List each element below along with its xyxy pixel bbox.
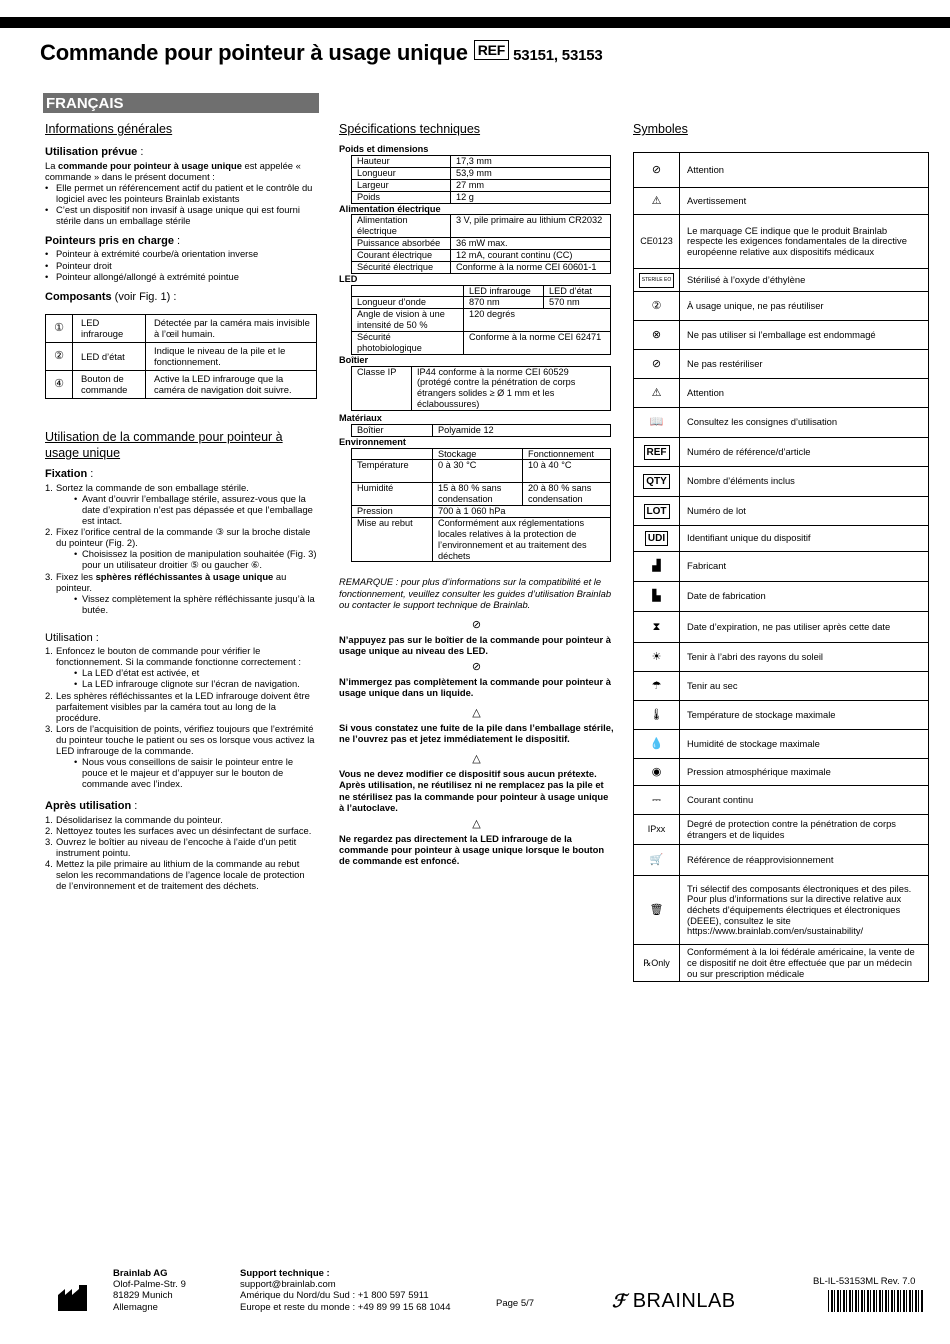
caution-triangle-icon: ⚠ bbox=[634, 379, 680, 408]
language-header: FRANÇAIS bbox=[43, 93, 319, 113]
component-name: Bouton de commande bbox=[73, 370, 146, 398]
company-name: Brainlab AG bbox=[113, 1268, 168, 1279]
symbol-description: Température de stockage maximale bbox=[680, 701, 929, 730]
supported-pointers-heading: Pointeurs pris en charge : bbox=[45, 235, 181, 248]
table-row: Puissance absorbée 36 mW max. bbox=[352, 238, 611, 250]
manufacture-date-icon: ▙ bbox=[634, 582, 680, 612]
ce-mark-icon: CE0123 bbox=[634, 215, 680, 269]
list-item: • C’est un dispositif non invasif à usage unique qui est fourni stérile dans un emballage stérile bbox=[45, 204, 317, 226]
list-item: 2. Nettoyez toutes les surfaces avec un désinfectant de surface. bbox=[45, 824, 312, 836]
barcode bbox=[828, 1290, 923, 1312]
table-row bbox=[634, 215, 929, 269]
column-general bbox=[45, 121, 317, 891]
list-item: • La LED infrarouge clignote sur l’écran de navigation. bbox=[74, 678, 317, 689]
led-section-title: LED bbox=[339, 273, 358, 284]
direct-current-icon: ⎓ bbox=[634, 786, 680, 815]
symbol-description: Degré de protection contre la pénétration de corps étrangers et de liquides bbox=[680, 815, 929, 845]
table-row: Pression 700 à 1 060 hPa bbox=[352, 506, 611, 518]
quantity-icon: QTY bbox=[634, 467, 680, 497]
table-row: Hauteur 17,3 mm bbox=[352, 156, 611, 168]
humidity-limit-icon: 💧 bbox=[634, 730, 680, 759]
list-item: 1. Désolidarisez la commande du pointeur. bbox=[45, 813, 223, 825]
symbol-description: Fabricant bbox=[680, 552, 929, 582]
single-use-icon: ② bbox=[634, 292, 680, 321]
manufacturer-icon: ▟ bbox=[634, 552, 680, 582]
brainlab-logo: ℱ BRAINLAB bbox=[612, 1290, 736, 1312]
symbols-heading: Symboles bbox=[633, 122, 688, 136]
table-row bbox=[634, 845, 929, 876]
usage-heading: Utilisation de la commande pour pointeur à usage unique bbox=[45, 429, 283, 461]
table-row bbox=[634, 612, 929, 643]
symbol-description: Stérilisé à l’oxyde d’éthylène bbox=[680, 269, 929, 292]
symbol-description: Courant continu bbox=[680, 786, 929, 815]
attention-circle-icon: ⊘ bbox=[634, 153, 680, 188]
table-row: Angle de vision à une intensité de 50 % 120 degrés bbox=[352, 309, 611, 332]
brainlab-symbol-icon: ℱ bbox=[612, 1291, 627, 1311]
warning-text: Ne regardez pas directement la LED infrarouge de la commande pour pointeur à usage unique lorsque le bouton de commande est enfoncé. bbox=[339, 832, 605, 866]
symbol-description: Ne pas restériliser bbox=[680, 350, 929, 379]
table-row: Classe IP IP44 conforme à la norme CEI 60529 (protégé contre la pénétration de corps étrangers solides ≥ Ø 1 mm et les éclaboussures) bbox=[352, 366, 611, 410]
rx-only-icon: ℞Only bbox=[634, 945, 680, 982]
table-row bbox=[634, 876, 929, 945]
list-item: • Pointeur droit bbox=[45, 260, 317, 271]
support-email-link[interactable]: support@brainlab.com bbox=[240, 1279, 336, 1291]
intended-use-list bbox=[45, 182, 317, 226]
table-row bbox=[634, 269, 929, 292]
warning-icon: △ bbox=[472, 707, 481, 720]
symbol-description: Identifiant unique du dispositif bbox=[680, 526, 929, 552]
weight-section-title: Poids et dimensions bbox=[339, 144, 429, 155]
lot-icon: LOT bbox=[634, 497, 680, 526]
document-id: BL-IL-53153ML Rev. 7.0 bbox=[813, 1276, 916, 1287]
table-row bbox=[634, 701, 929, 730]
table-row bbox=[634, 672, 929, 701]
environment-section-title: Environnement bbox=[339, 436, 406, 447]
table-row: Boîtier Polyamide 12 bbox=[352, 424, 611, 436]
attention-icon: ⊘ bbox=[471, 618, 482, 631]
pressure-limit-icon: ◉ bbox=[634, 759, 680, 786]
support-info bbox=[240, 1268, 450, 1313]
weee-bin-icon: 🗑 bbox=[634, 876, 680, 945]
symbol-description: Conformément à la loi fédérale américaine, la vente de ce dispositif ne doit être effectuée que par un médecin ou sur prescription médicale bbox=[680, 945, 929, 982]
table-row bbox=[634, 815, 929, 845]
support-title: Support technique : bbox=[240, 1268, 330, 1279]
power-section-title: Alimentation électrique bbox=[339, 203, 441, 214]
symbol-description: Consultez les consignes d’utilisation bbox=[680, 408, 929, 438]
table-row bbox=[634, 582, 929, 612]
support-phone: Amérique du Nord/du Sud : +1 800 597 5911 bbox=[240, 1290, 429, 1302]
utilisation-heading: Utilisation : bbox=[45, 631, 99, 644]
warning-icon: △ bbox=[472, 753, 481, 766]
symbol-description: Référence de réapprovisionnement bbox=[680, 845, 929, 876]
table-row bbox=[634, 497, 929, 526]
table-row: Longueur 53,9 mm bbox=[352, 167, 611, 179]
symbol-description: À usage unique, ne pas réutiliser bbox=[680, 292, 929, 321]
materials-table bbox=[351, 424, 611, 437]
top-black-bar bbox=[0, 17, 950, 28]
symbol-description: Humidité de stockage maximale bbox=[680, 730, 929, 759]
table-row: Largeur 27 mm bbox=[352, 179, 611, 191]
symbol-description: Avertissement bbox=[680, 188, 929, 215]
ref-icon: REF bbox=[474, 40, 509, 60]
list-item: 3. Lors de l’acquisition de points, vérifiez toujours que l’extrémité du pointeur touche le patient ou ses os lorsque vous activez la LED infrarouge de la commande. • Nous vous conseillons de saisir le pointeur entre le pouce et le majeur et d’appuyer sur le bouton de commande avec l’index. bbox=[45, 723, 317, 790]
symbol-description: Numéro de lot bbox=[680, 497, 929, 526]
instructions-icon: 📖 bbox=[634, 408, 680, 438]
weight-table bbox=[351, 155, 611, 203]
materials-section-title: Matériaux bbox=[339, 413, 382, 424]
table-row bbox=[634, 643, 929, 672]
list-item: • Pointeur allongé/allongé à extrémité pointue bbox=[45, 271, 317, 282]
warning-icon: ⚠ bbox=[634, 188, 680, 215]
components-heading: Composants (voir Fig. 1) : bbox=[45, 290, 177, 303]
symbols-table bbox=[633, 152, 929, 982]
table-row bbox=[634, 945, 929, 982]
table-row bbox=[634, 379, 929, 408]
temperature-limit-icon: 🌡 bbox=[634, 701, 680, 730]
list-item: 3. Ouvrez le boîtier au niveau de l’encoche à l’aide d’un petit instrument pointu. bbox=[45, 835, 297, 858]
column-specs bbox=[339, 121, 614, 866]
list-item: • Nous vous conseillons de saisir le pointeur entre le pouce et le majeur et d’appuyer sur le bouton de commande avec l’index. bbox=[74, 756, 317, 789]
component-number: ② bbox=[46, 342, 73, 370]
pointers-list bbox=[45, 248, 317, 281]
compatibility-note: REMARQUE : pour plus d’informations sur la compatibilité et le fonctionnement, veuillez consulter les guides d’utilisation Brainlab ou contacter le support technique de Brainlab. bbox=[339, 576, 612, 610]
damaged-package-icon: ⊗ bbox=[634, 321, 680, 350]
list-item: • Avant d’ouvrir l’emballage stérile, assurez-vous que la date d’expiration n’est pas dépassée et que l’emballage est intact. bbox=[74, 493, 317, 526]
list-item: 3. Fixez les sphères réfléchissantes à usage unique au pointeur. • Vissez complètement la sphère réfléchissante jusqu’à la butée. bbox=[45, 571, 317, 615]
address-line: Olof-Palme-Str. 9 bbox=[113, 1279, 186, 1291]
symbol-description: Tenir à l’abri des rayons du soleil bbox=[680, 643, 929, 672]
table-row: LED infrarouge LED d’état bbox=[352, 285, 611, 297]
led-table bbox=[351, 285, 611, 355]
reorder-icon: 🛒 bbox=[634, 845, 680, 876]
intended-use-text: La commande pour pointeur à usage unique est appelée « commande » dans le présent document : bbox=[45, 159, 301, 182]
warning-text: N’immergez pas complètement la commande pour pointeur à usage unique dans un liquide. bbox=[339, 675, 611, 699]
component-desc: Active la LED infrarouge que la caméra de navigation doit suivre. bbox=[146, 370, 317, 398]
symbol-description: Tri sélectif des composants électroniques et des piles. Pour plus d’informations sur la directive relative aux déchets d’équipements électriques et électroniques (DEEE), consultez le site https://www.brainlab.com/en/sustainability/ bbox=[680, 876, 929, 945]
expiry-date-icon: ⧗ bbox=[634, 612, 680, 643]
list-item: • Vissez complètement la sphère réfléchissante jusqu’à la butée. bbox=[74, 593, 317, 615]
do-not-resterilize-icon: ⊘ bbox=[634, 350, 680, 379]
table-row bbox=[634, 153, 929, 188]
table-row bbox=[46, 342, 317, 370]
table-row bbox=[634, 408, 929, 438]
sunlight-icon: ☀ bbox=[634, 643, 680, 672]
intended-use-heading: Utilisation prévue : bbox=[45, 146, 144, 159]
table-row bbox=[634, 188, 929, 215]
list-item: • Pointeur à extrémité courbe/à orientation inverse bbox=[45, 248, 317, 259]
table-row: Courant électrique 12 mA, courant continu (CC) bbox=[352, 249, 611, 261]
ref-icon: REF bbox=[634, 438, 680, 467]
housing-table bbox=[351, 366, 611, 411]
company-address bbox=[113, 1268, 186, 1313]
symbol-description: Ne pas utiliser si l’emballage est endommagé bbox=[680, 321, 929, 350]
table-row: Poids 12 g bbox=[352, 191, 611, 203]
table-row bbox=[634, 292, 929, 321]
ref-codes: 53151, 53153 bbox=[513, 47, 603, 64]
table-row: Stockage Fonctionnement bbox=[352, 448, 611, 460]
environment-table bbox=[351, 448, 611, 563]
table-row bbox=[634, 759, 929, 786]
list-item: • La LED d’état est activée, et bbox=[74, 667, 317, 678]
table-row bbox=[634, 730, 929, 759]
table-row bbox=[634, 321, 929, 350]
symbol-description: Attention bbox=[680, 379, 929, 408]
warning-text: Vous ne devez modifier ce dispositif sous aucun prétexte. Après utilisation, ne réutilisez ni ne remplacez pas la pile et ne stérilisez pas la commande pour pointeur à usage unique à l’autoclave. bbox=[339, 768, 609, 813]
table-row: Température 0 à 30 °C 10 à 40 °C bbox=[352, 460, 611, 483]
after-use-steps bbox=[45, 814, 317, 892]
component-number: ① bbox=[46, 314, 73, 342]
symbol-description: Numéro de référence/d’article bbox=[680, 438, 929, 467]
table-row: Alimentation électrique 3 V, pile primaire au lithium CR2032 bbox=[352, 215, 611, 238]
components-table bbox=[45, 314, 317, 399]
list-item: 1. Enfoncez le bouton de commande pour vérifier le fonctionnement. Si la commande fonctionne correctement : • La LED d’état est activée, et • La LED infrarouge clignote sur l’écran de navigation. bbox=[45, 645, 317, 689]
housing-section-title: Boîtier bbox=[339, 354, 369, 365]
table-row bbox=[634, 786, 929, 815]
list-item: 1. Sortez la commande de son emballage stérile. • Avant d’ouvrir l’emballage stérile, assurez-vous que la date d’expiration n’est pas dépassée et que l’emballage est intact. bbox=[45, 482, 317, 526]
symbol-description: Le marquage CE indique que le produit Brainlab respecte les exigences fondamentales de la directive européenne relative aux dispositifs médicaux bbox=[680, 215, 929, 269]
table-row: Sécurité électrique Conforme à la norme CEI 60601-1 bbox=[352, 261, 611, 273]
table-row: Humidité 15 à 80 % sans condensation 20 à 80 % sans condensation bbox=[352, 483, 611, 506]
support-phone: Europe et reste du monde : +49 89 99 15 68 1044 bbox=[240, 1301, 451, 1313]
page-number: Page 5/7 bbox=[496, 1298, 535, 1309]
list-item: 4. Mettez la pile primaire au lithium de la commande au rebut selon les recommandations de l’agence locale de protection de l’environnement et de traitement des déchets. bbox=[45, 858, 305, 892]
address-line: Allemagne bbox=[113, 1301, 158, 1313]
keep-dry-icon: ☂ bbox=[634, 672, 680, 701]
component-number: ④ bbox=[46, 370, 73, 398]
title-text: Commande pour pointeur à usage unique bbox=[40, 40, 468, 65]
table-row bbox=[634, 552, 929, 582]
table-row bbox=[634, 438, 929, 467]
table-row: Longueur d’onde 870 nm 570 nm bbox=[352, 297, 611, 309]
component-name: LED infrarouge bbox=[73, 314, 146, 342]
table-row bbox=[634, 467, 929, 497]
symbol-description: Attention bbox=[680, 153, 929, 188]
list-item: • Elle permet un référencement actif du patient et le contrôle du logiciel avec les pointeurs Brainlab existants bbox=[45, 182, 317, 204]
warning-text: N’appuyez pas sur le boîtier de la commande pour pointeur à usage unique au niveau des LED. bbox=[339, 633, 611, 656]
udi-icon: UDI bbox=[634, 526, 680, 552]
attention-icon: ⊘ bbox=[471, 660, 482, 673]
power-table bbox=[351, 214, 611, 273]
column-symbols bbox=[633, 121, 929, 982]
symbol-description: Date d’expiration, ne pas utiliser après cette date bbox=[680, 612, 929, 643]
fixation-heading: Fixation : bbox=[45, 468, 94, 481]
table-row: Mise au rebut Conformément aux réglementations locales relatives à la protection de l’environnement et au traitement des déchets bbox=[352, 518, 611, 562]
list-item: 2. Les sphères réfléchissantes et la LED infrarouge doivent être parfaitement visibles par la caméra tout au long de la procédure. bbox=[45, 689, 310, 723]
symbol-description: Tenir au sec bbox=[680, 672, 929, 701]
table-row bbox=[46, 314, 317, 342]
list-item: 2. Fixez l’orifice central de la commande ③ sur la broche distale du pointeur (Fig. 2). • Choisissez la position de manipulation souhaitée (Fig. 3) pour un utilisateur droitier ⑤ ou gaucher ⑥. bbox=[45, 526, 317, 570]
utilisation-steps bbox=[45, 645, 317, 789]
warning-text: Si vous constatez une fuite de la pile dans l’emballage stérile, ne l’ouvrez pas et jetez immédiatement le dispositif. bbox=[339, 722, 614, 745]
warning-icon: △ bbox=[472, 817, 481, 830]
table-row bbox=[634, 350, 929, 379]
list-item: • Choisissez la position de manipulation souhaitée (Fig. 3) pour un utilisateur droitier ⑤ ou gaucher ⑥. bbox=[74, 548, 317, 570]
manufacturer-icon bbox=[58, 1285, 92, 1314]
table-row bbox=[634, 526, 929, 552]
document-title bbox=[40, 40, 603, 66]
symbol-description: Pression atmosphérique maximale bbox=[680, 759, 929, 786]
after-use-heading: Après utilisation : bbox=[45, 800, 138, 813]
component-name: LED d’état bbox=[73, 342, 146, 370]
table-row bbox=[46, 370, 317, 398]
table-row: Sécurité photobiologique Conforme à la norme CEI 62471 bbox=[352, 332, 611, 355]
fixation-steps bbox=[45, 482, 317, 615]
general-info-heading: Informations générales bbox=[45, 122, 173, 136]
symbol-description: Date de fabrication bbox=[680, 582, 929, 612]
component-desc: Indique le niveau de la pile et le fonctionnement. bbox=[146, 342, 317, 370]
address-line: 81829 Munich bbox=[113, 1290, 173, 1302]
ip-rating-icon: IPxx bbox=[634, 815, 680, 845]
symbol-description: Nombre d’éléments inclus bbox=[680, 467, 929, 497]
specs-heading: Spécifications techniques bbox=[339, 122, 481, 136]
component-desc: Détectée par la caméra mais invisible à l’œil humain. bbox=[146, 314, 317, 342]
sterile-eo-icon: STERILE EO bbox=[634, 269, 680, 292]
